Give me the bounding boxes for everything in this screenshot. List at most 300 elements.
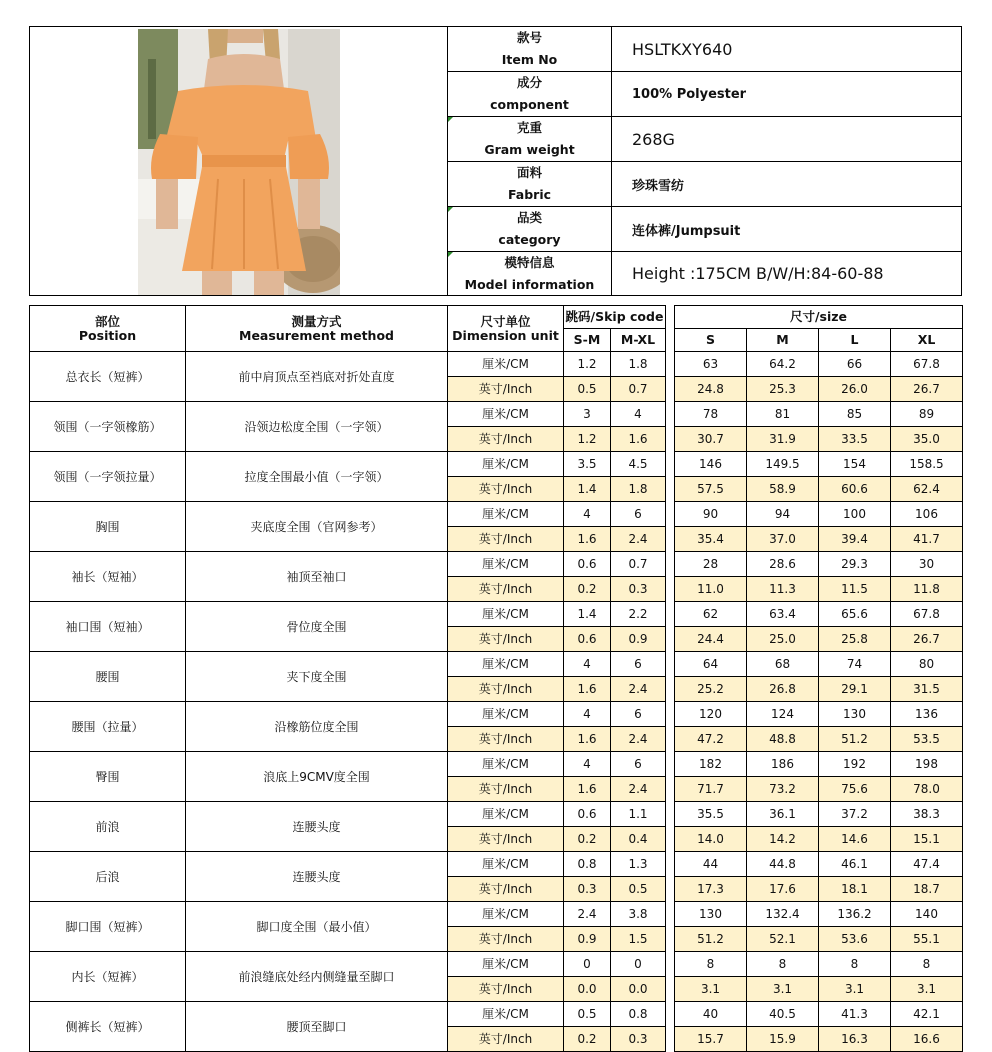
info-row [448, 27, 961, 72]
skip-s-m-cell: 1.6 [564, 777, 611, 802]
size-inch-cell: 53.5 [891, 727, 963, 752]
unit-cm-cell: 厘米/CM [448, 752, 564, 777]
method-cell: 夹下度全围 [186, 652, 448, 702]
size-cm-cell: 85 [819, 402, 891, 427]
size-inch-cell: 18.7 [891, 877, 963, 902]
size-cm-cell: 35.5 [675, 802, 747, 827]
header-size: 尺寸/size [675, 306, 963, 329]
column-gap [666, 552, 675, 602]
info-label [448, 117, 612, 161]
size-cm-cell: 120 [675, 702, 747, 727]
info-value: Height :175CM B/W/H:84-60-88 [632, 264, 884, 283]
unit-cm-cell: 厘米/CM [448, 552, 564, 577]
size-inch-cell: 26.8 [747, 677, 819, 702]
photo-cell [30, 27, 448, 295]
size-cm-cell: 132.4 [747, 902, 819, 927]
model-photo [138, 29, 340, 295]
size-inch-cell: 51.2 [675, 927, 747, 952]
skip-m-xl-cell: 0.7 [611, 377, 666, 402]
table-row [30, 652, 963, 677]
skip-s-m-cell: 0.9 [564, 927, 611, 952]
column-gap [666, 752, 675, 802]
size-inch-cell: 24.4 [675, 627, 747, 652]
size-inch-cell: 39.4 [819, 527, 891, 552]
size-cm-cell: 40.5 [747, 1002, 819, 1027]
method-cell: 沿领边松度全围（一字领） [186, 402, 448, 452]
info-label-en: category [498, 232, 561, 247]
size-cm-cell: 63 [675, 352, 747, 377]
unit-cm-cell: 厘米/CM [448, 802, 564, 827]
skip-s-m-cell: 0.5 [564, 377, 611, 402]
size-cm-cell: 140 [891, 902, 963, 927]
size-inch-cell: 58.9 [747, 477, 819, 502]
size-inch-cell: 73.2 [747, 777, 819, 802]
skip-s-m-cell: 3 [564, 402, 611, 427]
method-cell: 前浪缝底处经内侧缝量至脚口 [186, 952, 448, 1002]
skip-s-m-cell: 2.4 [564, 902, 611, 927]
size-inch-cell: 25.0 [747, 627, 819, 652]
skip-s-m-cell: 4 [564, 702, 611, 727]
unit-inch-cell: 英寸/Inch [448, 877, 564, 902]
header-size-l: L [819, 329, 891, 352]
table-row [30, 1002, 963, 1027]
skip-s-m-cell: 0 [564, 952, 611, 977]
skip-s-m-cell: 0.6 [564, 627, 611, 652]
method-cell: 骨位度全围 [186, 602, 448, 652]
size-cm-cell: 192 [819, 752, 891, 777]
size-cm-cell: 44 [675, 852, 747, 877]
header-row-1 [30, 306, 963, 329]
column-gap [666, 452, 675, 502]
table-row [30, 852, 963, 877]
size-cm-cell: 158.5 [891, 452, 963, 477]
skip-m-xl-cell: 1.8 [611, 352, 666, 377]
table-row [30, 502, 963, 527]
size-inch-cell: 26.7 [891, 377, 963, 402]
method-cell: 沿橡筋位度全围 [186, 702, 448, 752]
column-gap [666, 652, 675, 702]
skip-m-xl-cell: 3.8 [611, 902, 666, 927]
position-cell: 内长（短裤） [30, 952, 186, 1002]
unit-cm-cell: 厘米/CM [448, 852, 564, 877]
unit-inch-cell: 英寸/Inch [448, 677, 564, 702]
info-label [448, 252, 612, 295]
table-row [30, 402, 963, 427]
size-cm-cell: 186 [747, 752, 819, 777]
unit-inch-cell: 英寸/Inch [448, 977, 564, 1002]
size-inch-cell: 52.1 [747, 927, 819, 952]
skip-m-xl-cell: 1.1 [611, 802, 666, 827]
unit-inch-cell: 英寸/Inch [448, 427, 564, 452]
skip-m-xl-cell: 1.6 [611, 427, 666, 452]
product-info-block [29, 26, 962, 296]
skip-s-m-cell: 0.8 [564, 852, 611, 877]
column-gap [666, 602, 675, 652]
skip-m-xl-cell: 6 [611, 752, 666, 777]
table-row [30, 452, 963, 477]
skip-m-xl-cell: 0 [611, 952, 666, 977]
skip-s-m-cell: 1.4 [564, 602, 611, 627]
position-cell: 腰围 [30, 652, 186, 702]
table-row [30, 702, 963, 727]
size-cm-cell: 36.1 [747, 802, 819, 827]
size-cm-cell: 89 [891, 402, 963, 427]
skip-m-xl-cell: 6 [611, 702, 666, 727]
size-cm-cell: 130 [819, 702, 891, 727]
unit-inch-cell: 英寸/Inch [448, 377, 564, 402]
skip-m-xl-cell: 2.2 [611, 602, 666, 627]
size-inch-cell: 57.5 [675, 477, 747, 502]
unit-cm-cell: 厘米/CM [448, 602, 564, 627]
size-inch-cell: 30.7 [675, 427, 747, 452]
size-inch-cell: 26.7 [891, 627, 963, 652]
unit-inch-cell: 英寸/Inch [448, 577, 564, 602]
column-gap [666, 1002, 675, 1052]
method-cell: 连腰头度 [186, 802, 448, 852]
size-inch-cell: 47.2 [675, 727, 747, 752]
column-gap [666, 802, 675, 852]
size-cm-cell: 8 [891, 952, 963, 977]
size-inch-cell: 53.6 [819, 927, 891, 952]
size-inch-cell: 15.1 [891, 827, 963, 852]
size-cm-cell: 30 [891, 552, 963, 577]
skip-s-m-cell: 0.6 [564, 802, 611, 827]
unit-inch-cell: 英寸/Inch [448, 827, 564, 852]
size-inch-cell: 3.1 [819, 977, 891, 1002]
size-chart-table [29, 305, 963, 1052]
size-inch-cell: 14.0 [675, 827, 747, 852]
info-label-cn: 克重 [516, 120, 542, 135]
skip-s-m-cell: 1.6 [564, 677, 611, 702]
position-cell: 袖口围（短袖） [30, 602, 186, 652]
size-inch-cell: 11.8 [891, 577, 963, 602]
skip-m-xl-cell: 0.7 [611, 552, 666, 577]
size-cm-cell: 154 [819, 452, 891, 477]
info-value: 连体裤/Jumpsuit [632, 223, 741, 239]
table-row [30, 952, 963, 977]
size-inch-cell: 31.5 [891, 677, 963, 702]
size-cm-cell: 198 [891, 752, 963, 777]
unit-cm-cell: 厘米/CM [448, 952, 564, 977]
size-inch-cell: 48.8 [747, 727, 819, 752]
cell-marker-icon [448, 117, 453, 122]
position-cell: 侧裤长（短裤） [30, 1002, 186, 1052]
size-cm-cell: 64 [675, 652, 747, 677]
size-inch-cell: 17.3 [675, 877, 747, 902]
unit-cm-cell: 厘米/CM [448, 702, 564, 727]
skip-s-m-cell: 0.2 [564, 1027, 611, 1052]
info-row [448, 72, 961, 117]
skip-m-xl-cell: 0.5 [611, 877, 666, 902]
size-inch-cell: 29.1 [819, 677, 891, 702]
size-inch-cell: 75.6 [819, 777, 891, 802]
info-label-en: component [490, 97, 569, 112]
position-cell: 前浪 [30, 802, 186, 852]
skip-m-xl-cell: 1.8 [611, 477, 666, 502]
info-label-cn: 模特信息 [504, 254, 555, 270]
size-inch-cell: 24.8 [675, 377, 747, 402]
column-gap [666, 852, 675, 902]
size-cm-cell: 42.1 [891, 1002, 963, 1027]
info-label-en: Gram weight [484, 142, 575, 157]
size-inch-cell: 62.4 [891, 477, 963, 502]
size-cm-cell: 37.2 [819, 802, 891, 827]
method-cell: 浪底上9CMV度全围 [186, 752, 448, 802]
size-inch-cell: 41.7 [891, 527, 963, 552]
header-unit-cn: 尺寸单位 [480, 313, 531, 329]
size-cm-cell: 28 [675, 552, 747, 577]
size-cm-cell: 81 [747, 402, 819, 427]
info-label [448, 162, 612, 206]
unit-inch-cell: 英寸/Inch [448, 527, 564, 552]
size-inch-cell: 17.6 [747, 877, 819, 902]
method-cell: 前中肩顶点至裆底对折处直度 [186, 352, 448, 402]
unit-cm-cell: 厘米/CM [448, 1002, 564, 1027]
header-position [30, 306, 186, 352]
header-skip-code: 跳码/Skip code [564, 306, 666, 329]
size-inch-cell: 16.3 [819, 1027, 891, 1052]
size-cm-cell: 100 [819, 502, 891, 527]
table-row [30, 552, 963, 577]
skip-s-m-cell: 0.0 [564, 977, 611, 1002]
unit-cm-cell: 厘米/CM [448, 402, 564, 427]
size-inch-cell: 25.3 [747, 377, 819, 402]
info-value: 100% Polyester [632, 86, 747, 102]
size-inch-cell: 11.0 [675, 577, 747, 602]
skip-s-m-cell: 0.2 [564, 827, 611, 852]
unit-cm-cell: 厘米/CM [448, 452, 564, 477]
size-inch-cell: 55.1 [891, 927, 963, 952]
skip-s-m-cell: 0.3 [564, 877, 611, 902]
size-cm-cell: 66 [819, 352, 891, 377]
table-row [30, 352, 963, 377]
skip-s-m-cell: 1.4 [564, 477, 611, 502]
size-inch-cell: 15.7 [675, 1027, 747, 1052]
size-cm-cell: 8 [819, 952, 891, 977]
info-row [448, 252, 961, 295]
info-label-cn: 成分 [516, 75, 542, 90]
size-cm-cell: 124 [747, 702, 819, 727]
size-cm-cell: 8 [747, 952, 819, 977]
position-cell: 领围（一字领拉量） [30, 452, 186, 502]
size-cm-cell: 63.4 [747, 602, 819, 627]
size-inch-cell: 51.2 [819, 727, 891, 752]
column-gap [666, 402, 675, 452]
header-skip-s-m: S-M [564, 329, 611, 352]
skip-m-xl-cell: 6 [611, 502, 666, 527]
skip-s-m-cell: 1.2 [564, 427, 611, 452]
size-inch-cell: 37.0 [747, 527, 819, 552]
size-cm-cell: 28.6 [747, 552, 819, 577]
info-label [448, 72, 612, 116]
info-row [448, 117, 961, 162]
column-gap [666, 952, 675, 1002]
size-cm-cell: 41.3 [819, 1002, 891, 1027]
size-cm-cell: 182 [675, 752, 747, 777]
skip-s-m-cell: 1.6 [564, 727, 611, 752]
unit-inch-cell: 英寸/Inch [448, 627, 564, 652]
size-inch-cell: 14.6 [819, 827, 891, 852]
position-cell: 胸围 [30, 502, 186, 552]
table-row [30, 802, 963, 827]
position-cell: 腰围（拉量） [30, 702, 186, 752]
skip-m-xl-cell: 2.4 [611, 527, 666, 552]
method-cell: 连腰头度 [186, 852, 448, 902]
cell-marker-icon [448, 207, 453, 212]
size-cm-cell: 38.3 [891, 802, 963, 827]
skip-m-xl-cell: 2.4 [611, 727, 666, 752]
position-cell: 总衣长（短裤） [30, 352, 186, 402]
size-inch-cell: 11.3 [747, 577, 819, 602]
unit-cm-cell: 厘米/CM [448, 652, 564, 677]
skip-s-m-cell: 1.6 [564, 527, 611, 552]
skip-s-m-cell: 4 [564, 502, 611, 527]
size-inch-cell: 15.9 [747, 1027, 819, 1052]
unit-inch-cell: 英寸/Inch [448, 777, 564, 802]
size-inch-cell: 26.0 [819, 377, 891, 402]
skip-m-xl-cell: 2.4 [611, 677, 666, 702]
header-size-m: M [747, 329, 819, 352]
table-row [30, 752, 963, 777]
size-inch-cell: 31.9 [747, 427, 819, 452]
size-cm-cell: 78 [675, 402, 747, 427]
info-label-cn: 品类 [516, 210, 542, 225]
size-cm-cell: 64.2 [747, 352, 819, 377]
skip-m-xl-cell: 2.4 [611, 777, 666, 802]
size-inch-cell: 3.1 [891, 977, 963, 1002]
skip-m-xl-cell: 0.8 [611, 1002, 666, 1027]
size-cm-cell: 68 [747, 652, 819, 677]
info-label-cn: 面料 [516, 165, 542, 180]
info-value: 珍珠雪纺 [632, 178, 685, 194]
size-cm-cell: 136.2 [819, 902, 891, 927]
skip-s-m-cell: 3.5 [564, 452, 611, 477]
info-row [448, 207, 961, 252]
unit-inch-cell: 英寸/Inch [448, 1027, 564, 1052]
size-cm-cell: 62 [675, 602, 747, 627]
unit-cm-cell: 厘米/CM [448, 902, 564, 927]
method-cell: 腰顶至脚口 [186, 1002, 448, 1052]
skip-m-xl-cell: 0.4 [611, 827, 666, 852]
header-method-en: Measurement method [239, 327, 394, 343]
position-cell: 臀围 [30, 752, 186, 802]
size-cm-cell: 146 [675, 452, 747, 477]
column-gap [666, 352, 675, 402]
size-inch-cell: 16.6 [891, 1027, 963, 1052]
skip-s-m-cell: 4 [564, 652, 611, 677]
size-cm-cell: 44.8 [747, 852, 819, 877]
size-cm-cell: 106 [891, 502, 963, 527]
size-cm-cell: 74 [819, 652, 891, 677]
header-position-en: Position [78, 327, 137, 343]
skip-m-xl-cell: 0.0 [611, 977, 666, 1002]
skip-m-xl-cell: 1.3 [611, 852, 666, 877]
info-label-en: Model information [464, 276, 595, 292]
unit-cm-cell: 厘米/CM [448, 502, 564, 527]
header-method [186, 306, 448, 352]
table-row [30, 902, 963, 927]
size-inch-cell: 78.0 [891, 777, 963, 802]
unit-inch-cell: 英寸/Inch [448, 927, 564, 952]
skip-s-m-cell: 4 [564, 752, 611, 777]
skip-m-xl-cell: 0.3 [611, 577, 666, 602]
size-cm-cell: 65.6 [819, 602, 891, 627]
size-cm-cell: 47.4 [891, 852, 963, 877]
skip-m-xl-cell: 4 [611, 402, 666, 427]
size-cm-cell: 136 [891, 702, 963, 727]
size-cm-cell: 67.8 [891, 352, 963, 377]
skip-s-m-cell: 0.6 [564, 552, 611, 577]
position-cell: 后浪 [30, 852, 186, 902]
size-inch-cell: 35.4 [675, 527, 747, 552]
size-inch-cell: 25.2 [675, 677, 747, 702]
size-inch-cell: 25.8 [819, 627, 891, 652]
size-cm-cell: 29.3 [819, 552, 891, 577]
info-label-en: Item No [501, 52, 558, 67]
header-unit [448, 306, 564, 352]
skip-s-m-cell: 0.5 [564, 1002, 611, 1027]
info-value: 268G [632, 129, 675, 149]
cell-marker-icon [448, 252, 453, 257]
column-gap [666, 502, 675, 552]
table-row [30, 602, 963, 627]
column-gap [666, 702, 675, 752]
size-inch-cell: 18.1 [819, 877, 891, 902]
size-inch-cell: 14.2 [747, 827, 819, 852]
header-method-cn: 测量方式 [291, 313, 342, 329]
size-inch-cell: 3.1 [747, 977, 819, 1002]
column-gap [666, 306, 675, 352]
column-gap [666, 902, 675, 952]
header-skip-m-xl: M-XL [611, 329, 666, 352]
header-unit-en: Dimension unit [452, 327, 559, 343]
unit-cm-cell: 厘米/CM [448, 352, 564, 377]
size-cm-cell: 94 [747, 502, 819, 527]
skip-m-xl-cell: 6 [611, 652, 666, 677]
size-cm-cell: 67.8 [891, 602, 963, 627]
size-inch-cell: 3.1 [675, 977, 747, 1002]
size-cm-cell: 80 [891, 652, 963, 677]
method-cell: 拉度全围最小值（一字领） [186, 452, 448, 502]
skip-m-xl-cell: 1.5 [611, 927, 666, 952]
header-size-s: S [675, 329, 747, 352]
info-label [448, 27, 612, 71]
unit-inch-cell: 英寸/Inch [448, 477, 564, 502]
size-cm-cell: 90 [675, 502, 747, 527]
method-cell: 袖顶至袖口 [186, 552, 448, 602]
skip-s-m-cell: 0.2 [564, 577, 611, 602]
size-cm-cell: 40 [675, 1002, 747, 1027]
header-size-xl: XL [891, 329, 963, 352]
method-cell: 脚口度全围（最小值） [186, 902, 448, 952]
skip-m-xl-cell: 0.3 [611, 1027, 666, 1052]
position-cell: 领围（一字领橡筋） [30, 402, 186, 452]
position-cell: 袖长（短袖） [30, 552, 186, 602]
position-cell: 脚口围（短裤） [30, 902, 186, 952]
info-label [448, 207, 612, 251]
size-inch-cell: 35.0 [891, 427, 963, 452]
method-cell: 夹底度全围（官网参考） [186, 502, 448, 552]
size-inch-cell: 71.7 [675, 777, 747, 802]
size-inch-cell: 33.5 [819, 427, 891, 452]
size-cm-cell: 149.5 [747, 452, 819, 477]
info-label-en: Fabric [507, 187, 552, 202]
info-row [448, 162, 961, 207]
header-position-cn: 部位 [94, 313, 120, 329]
unit-inch-cell: 英寸/Inch [448, 727, 564, 752]
size-inch-cell: 11.5 [819, 577, 891, 602]
info-label-cn: 款号 [516, 30, 542, 45]
